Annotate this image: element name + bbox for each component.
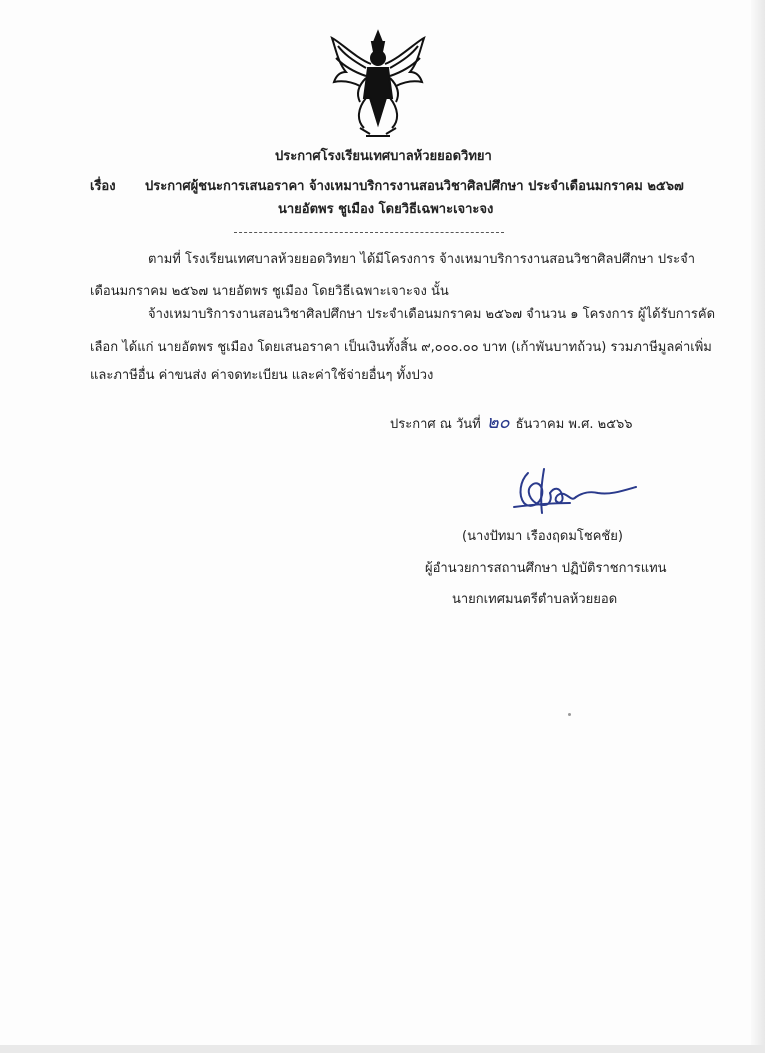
scan-speck [568,713,571,716]
date-prefix: ประกาศ ณ วันที่ [390,417,481,432]
paragraph-1-line-2: เดือนมกราคม ๒๕๖๗ นายอัตพร ชูเมือง โดยวิธีเฉพาะเจาะจง นั้น [90,284,449,299]
scan-edge-right [751,0,765,1053]
subject-line-2: นายอัตพร ชูเมือง โดยวิธีเฉพาะเจาะจง [278,202,494,217]
signature-icon [510,465,645,517]
subject-line-1: ประกาศผู้ชนะการเสนอราคา จ้างเหมาบริการงานสอนวิชาศิลปศึกษา ประจำเดือนมกราคม ๒๕๖๗ [145,179,684,194]
document-title: ประกาศโรงเรียนเทศบาลห้วยยอดวิทยา [275,149,492,164]
title-divider [234,232,504,233]
date-day-handwritten: ๒๐ [486,412,510,433]
signer-position-2: นายกเทศมนตรีตำบลห้วยยอด [452,592,618,607]
signer-name: (นางปัทมา เรืองฤดมโชคชัย) [462,529,623,544]
garuda-emblem-icon [326,28,430,140]
scan-edge-bottom [0,1045,765,1053]
paragraph-1-line-1: ตามที่ โรงเรียนเทศบาลห้วยยอดวิทยา ได้มีโครงการ จ้างเหมาบริการงานสอนวิชาศิลปศึกษา ประจำ [148,252,696,267]
paragraph-2-line-1: จ้างเหมาบริการงานสอนวิชาศิลปศึกษา ประจำเดือนมกราคม ๒๕๖๗ จำนวน ๑ โครงการ ผู้ได้รับการคัด [148,307,716,322]
announcement-date [390,414,633,434]
signer-position-1: ผู้อำนวยการสถานศึกษา ปฏิบัติราชการแทน [425,561,667,576]
paragraph-2-line-3: และภาษีอื่น ค่าขนส่ง ค่าจดทะเบียน และค่าใช้จ่ายอื่นๆ ทั้งปวง [90,368,434,383]
date-suffix: ธันวาคม พ.ศ. ๒๕๖๖ [515,417,633,432]
paragraph-2-line-2: เลือก ได้แก่ นายอัตพร ชูเมือง โดยเสนอราคา เป็นเงินทั้งสิ้น ๙,๐๐๐.๐๐ บาท (เก้าพันบาทถ้วน) รวมภาษีมูลค่าเพิ่ม [90,340,712,355]
subject-label: เรื่อง [90,179,116,194]
